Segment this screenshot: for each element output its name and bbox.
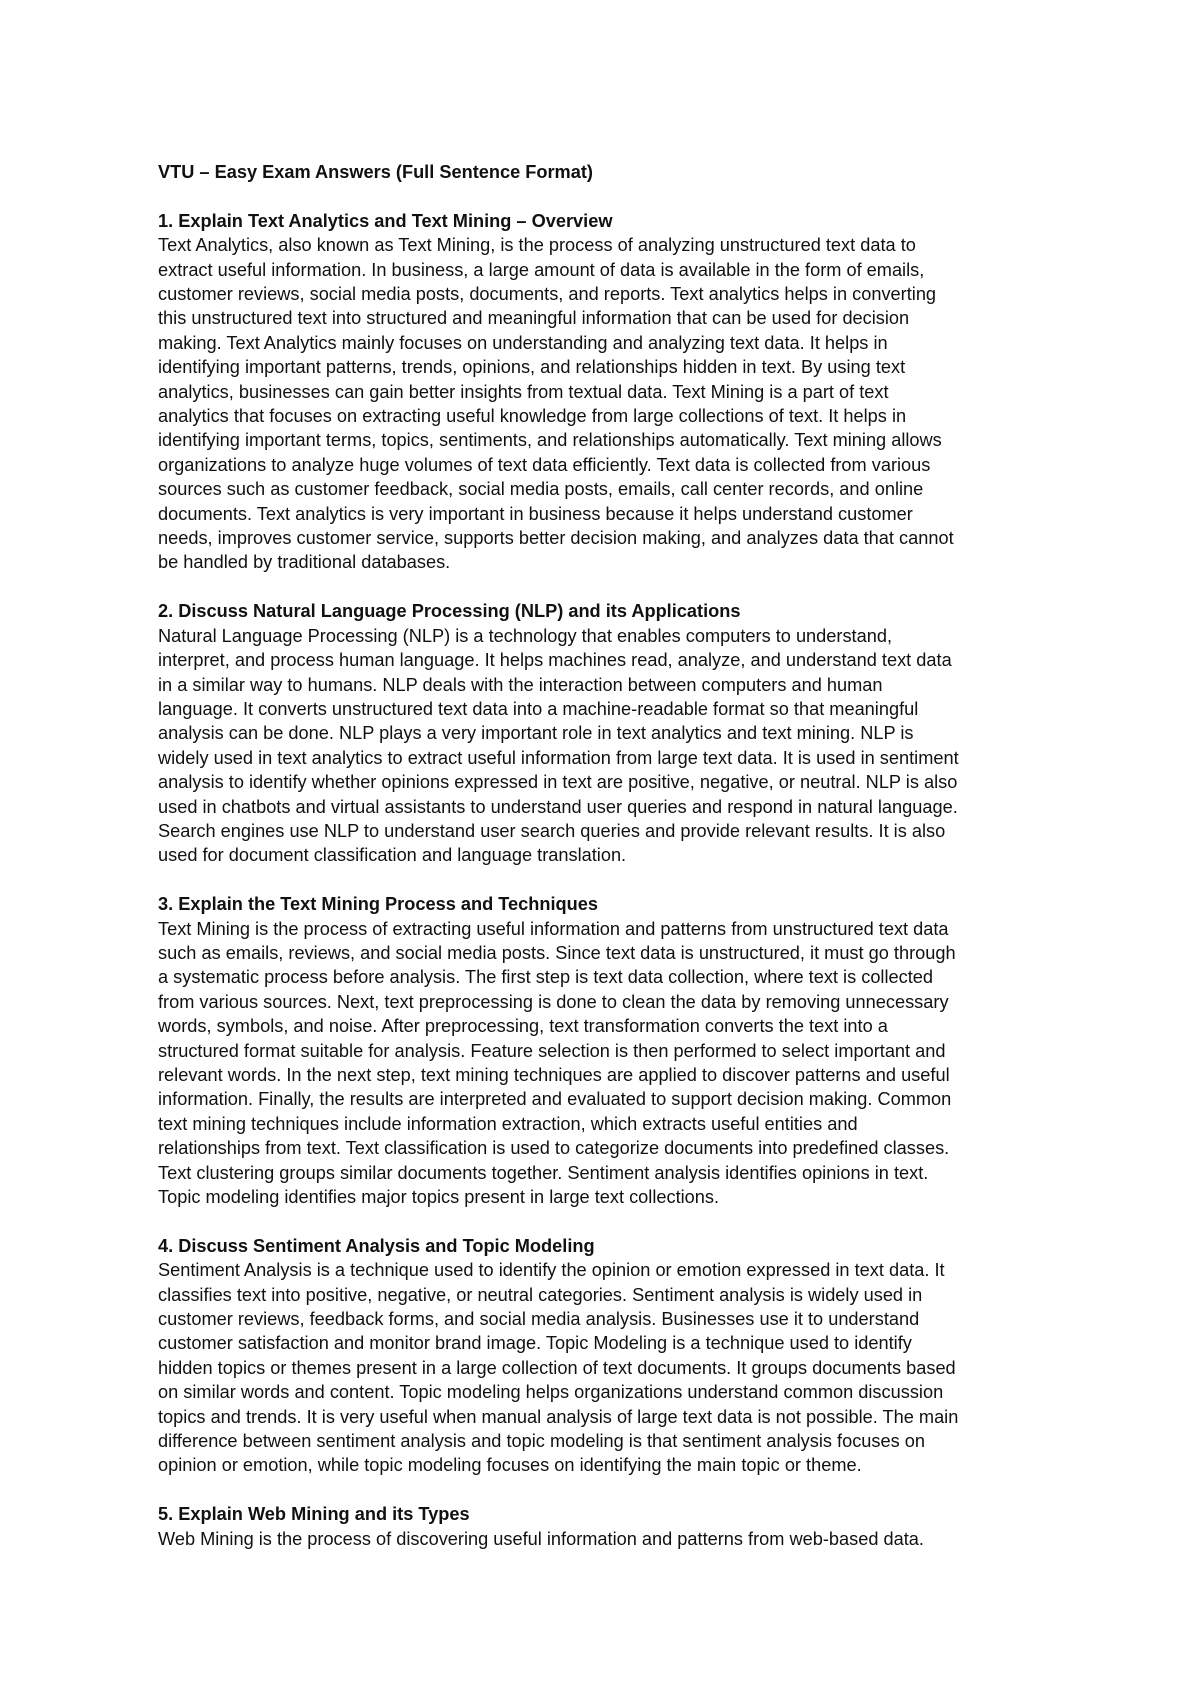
paragraph-line: difference between sentiment analysis and topic modeling is that sentiment analysis focuses on <box>158 1431 926 1452</box>
section-heading: 1. Explain Text Analytics and Text Mining – Overview <box>158 210 613 231</box>
section-5 <box>158 1502 1058 1551</box>
paragraph-line: sources such as customer feedback, social media posts, emails, call center records, and online <box>158 479 924 500</box>
paragraph-line: in a similar way to humans. NLP deals with the interaction between computers and human <box>158 674 883 695</box>
paragraph-line: language. It converts unstructured text data into a machine-readable format so that meaningful <box>158 698 919 719</box>
paragraph-line: customer reviews, social media posts, documents, and reports. Text analytics helps in converting <box>158 284 937 305</box>
paragraph-line: words, symbols, and noise. After preprocessing, text transformation converts the text into a <box>158 1016 888 1037</box>
paragraph-line: Natural Language Processing (NLP) is a technology that enables computers to understand, <box>158 625 893 646</box>
paragraph-line: used in chatbots and virtual assistants to understand user queries and respond in natural language. <box>158 796 958 817</box>
document-title: VTU – Easy Exam Answers (Full Sentence Format) <box>158 162 593 182</box>
section-4 <box>158 1234 1058 1478</box>
paragraph-line: text mining techniques include information extraction, which extracts useful entities and <box>158 1113 858 1134</box>
paragraph-line: Text Analytics, also known as Text Mining, is the process of analyzing unstructured text data to <box>158 235 916 256</box>
paragraph-line: extract useful information. In business, a large amount of data is available in the form of emails, <box>158 259 925 280</box>
paragraph-line: identifying important patterns, trends, opinions, and relationships hidden in text. By using text <box>158 357 906 378</box>
paragraph-line: Text clustering groups similar documents together. Sentiment analysis identifies opinions in text. <box>158 1162 929 1183</box>
paragraph-line: analytics, businesses can gain better insights from textual data. Text Mining is a part of text <box>158 381 889 402</box>
paragraph-line: interpret, and process human language. It helps machines read, analyze, and understand text data <box>158 650 952 671</box>
paragraph-line: such as emails, reviews, and social media posts. Since text data is unstructured, it must go through <box>158 942 956 963</box>
paragraph-line: analytics that focuses on extracting useful knowledge from large collections of text. It helps in <box>158 406 907 427</box>
section-1 <box>158 209 1058 575</box>
paragraph-line: customer satisfaction and monitor brand image. Topic Modeling is a technique used to identify <box>158 1333 912 1354</box>
paragraph-line: Sentiment Analysis is a technique used to identify the opinion or emotion expressed in text data. It <box>158 1260 945 1281</box>
paragraph-line: on similar words and content. Topic modeling helps organizations understand common discussion <box>158 1382 944 1403</box>
paragraph-line: making. Text Analytics mainly focuses on understanding and analyzing text data. It helps in <box>158 332 888 353</box>
paragraph-line: analysis to identify whether opinions expressed in text are positive, negative, or neutral. NLP is also <box>158 772 958 793</box>
paragraph-line: analysis can be done. NLP plays a very important role in text analytics and text mining. NLP is <box>158 723 914 744</box>
paragraph-line: hidden topics or themes present in a large collection of text documents. It groups documents based <box>158 1357 956 1378</box>
paragraph-line: widely used in text analytics to extract useful information from large text data. It is used in sentiment <box>158 747 959 768</box>
paragraph-line: be handled by traditional databases. <box>158 552 451 573</box>
document-body <box>158 160 1058 1575</box>
paragraph-line: classifies text into positive, negative, or neutral categories. Sentiment analysis is widely used in <box>158 1284 923 1305</box>
paragraph-line: used for document classification and language translation. <box>158 845 627 866</box>
section-heading: 5. Explain Web Mining and its Types <box>158 1504 470 1525</box>
paragraph-line: Web Mining is the process of discovering useful information and patterns from web-based data. <box>158 1528 924 1549</box>
section-heading: 3. Explain the Text Mining Process and Techniques <box>158 894 598 915</box>
paragraph-line: identifying important terms, topics, sentiments, and relationships automatically. Text mining allows <box>158 430 942 451</box>
paragraph-line: topics and trends. It is very useful when manual analysis of large text data is not possible. The main <box>158 1406 959 1427</box>
paragraph-line: Topic modeling identifies major topics present in large text collections. <box>158 1187 720 1208</box>
section-heading: 2. Discuss Natural Language Processing (NLP) and its Applications <box>158 601 741 622</box>
paragraph-line: needs, improves customer service, supports better decision making, and analyzes data that cannot <box>158 528 954 549</box>
section-2 <box>158 599 1058 867</box>
paragraph-line: relevant words. In the next step, text mining techniques are applied to discover patterns and useful <box>158 1064 950 1085</box>
paragraph-line: relationships from text. Text classification is used to categorize documents into predefined classes. <box>158 1138 950 1159</box>
paragraph-line: customer reviews, feedback forms, and social media analysis. Businesses use it to understand <box>158 1309 920 1330</box>
paragraph-line: Text Mining is the process of extracting useful information and patterns from unstructured text data <box>158 918 949 939</box>
paragraph-line: from various sources. Next, text preprocessing is done to clean the data by removing unnecessary <box>158 991 949 1012</box>
paragraph-line: Search engines use NLP to understand user search queries and provide relevant results. It is also <box>158 820 946 841</box>
paragraph-line: information. Finally, the results are interpreted and evaluated to support decision making. Common <box>158 1089 952 1110</box>
paragraph-line: this unstructured text into structured and meaningful information that can be used for decision <box>158 308 910 329</box>
paragraph-line: opinion or emotion, while topic modeling focuses on identifying the main topic or theme. <box>158 1455 862 1476</box>
paragraph-line: documents. Text analytics is very important in business because it helps understand customer <box>158 503 913 524</box>
paragraph-line: a systematic process before analysis. The first step is text data collection, where text is collected <box>158 967 934 988</box>
section-heading: 4. Discuss Sentiment Analysis and Topic Modeling <box>158 1235 595 1256</box>
paragraph-line: organizations to analyze huge volumes of text data efficiently. Text data is collected from various <box>158 454 931 475</box>
paragraph-line: structured format suitable for analysis. Feature selection is then performed to select important and <box>158 1040 946 1061</box>
section-3 <box>158 892 1058 1209</box>
